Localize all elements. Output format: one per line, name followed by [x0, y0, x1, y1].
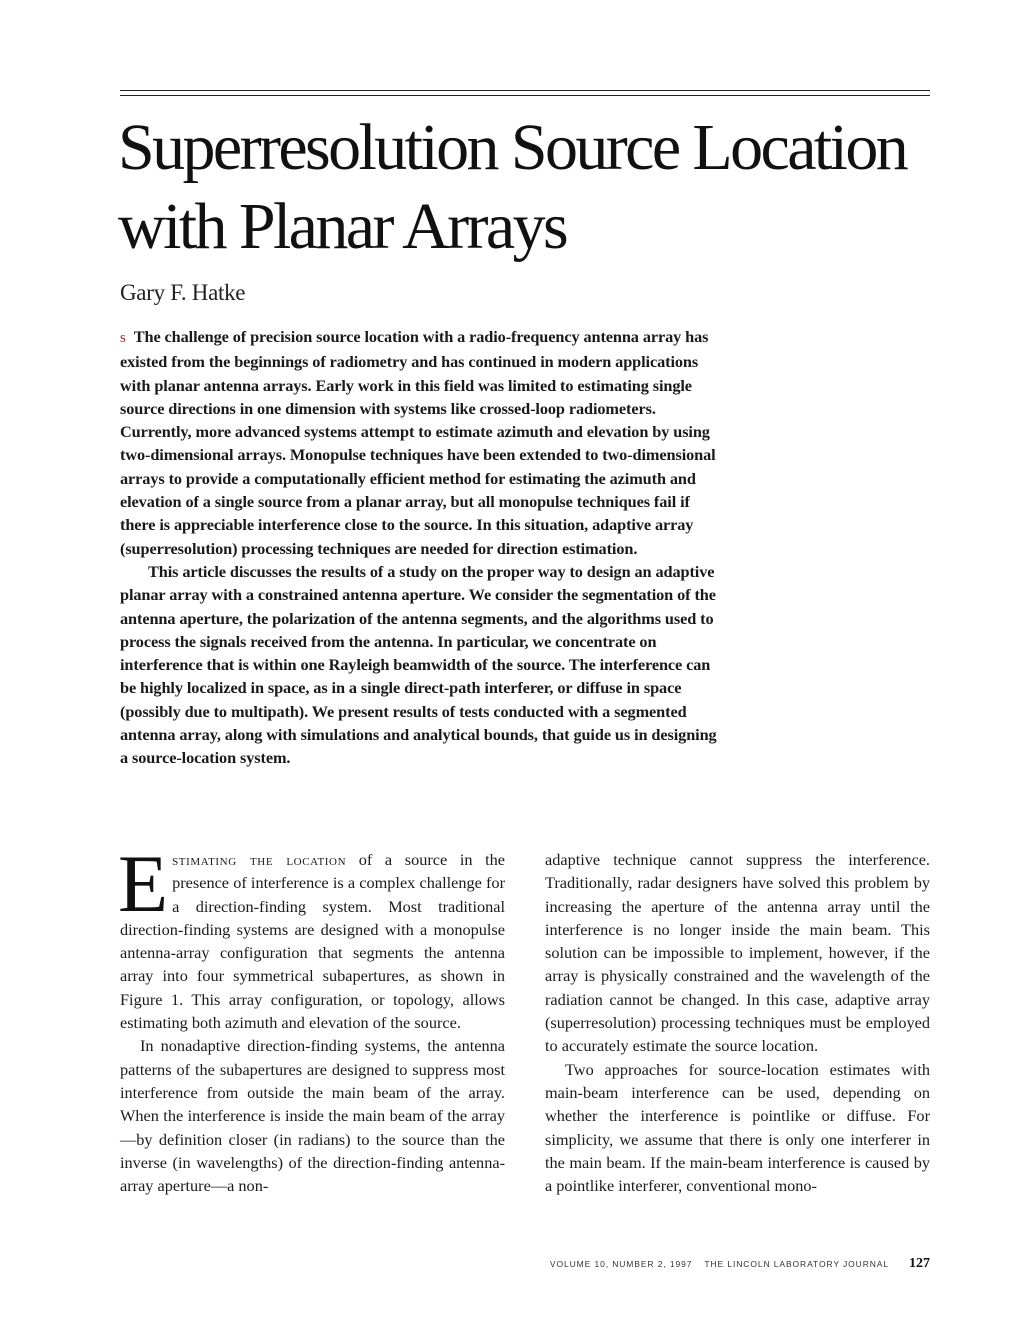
lead-in-smallcaps: stimating the location	[172, 850, 347, 869]
body-column-left	[118, 838, 505, 1197]
drop-cap: E	[118, 838, 169, 929]
abstract-paragraph-2: This article discusses the results of a study on the proper way to design an adaptive planar array with a constrained antenna aperture. We consider the segmentation of the antenna aperture, the polarization of the antenna segments, and the algorithms used to process the signals received from the antenna. In particular, we concentrate on interference that is within one Rayleigh beamwidth of the source. The interference can be highly localized in space, as in a single direct-path interferer, or diffuse in space (possibly due to multipath). We present results of tests conducted with a segmented antenna array, along with simulations and analytical bounds, that guide us in designing a source-location system.	[120, 561, 717, 768]
footer-volume: VOLUME 10, NUMBER 2, 1997	[549, 1259, 693, 1269]
body-paragraph-1-text: of a source in the presence of interference is a complex challenge for a direction-finding system. Most traditional direction-finding systems are designed with a monopulse antenna-array configuration that segments the antenna array into four symmetrical subapertures, as shown in Figure 1. This array configuration, or topology, allows estimating both azimuth and elevation of the source.	[120, 850, 505, 1033]
body-paragraph-3: adaptive technique cannot suppress the interference. Traditionally, radar designers have solved this problem by increasing the aperture of the antenna array until the interference is no longer inside the main beam. This solution can be impossible to implement, however, if the array is physically constrained and the wavelength of the radiation cannot be changed. In this case, adaptive array (superresolution) processing techniques must be employed to accurately estimate the source location.	[545, 850, 930, 1056]
title-line-2: with Planar Arrays	[118, 190, 567, 263]
abstract-paragraph-1	[120, 325, 720, 560]
top-rule	[120, 90, 930, 91]
article-title	[118, 108, 938, 266]
body-paragraph-1	[118, 838, 505, 1034]
abstract-marker: s	[120, 330, 126, 346]
abstract-text-1: The challenge of precision source location with a radio-frequency antenna array has existed from the beginnings of radiometry and has continued in modern applications with planar antenna arrays. Early work in this field was limited to estimating single source directions in one dimension with systems like crossed-loop radiometers. Currently, more advanced systems attempt to estimate azimuth and elevation by using two-dimensional arrays. Monopulse techniques have been extended to two-dimensional arrays to provide a computationally efficient method for estimating the azimuth and elevation of a single source from a planar array, but all monopulse techniques fail if there is appreciable interference close to the source. In this situation, adaptive array (superresolution) processing techniques are needed for direction estimation.	[120, 327, 716, 558]
page-footer	[550, 1256, 930, 1272]
body-paragraph-4: Two approaches for source-location estimates with main-beam interference can be used, depending on whether the interference is pointlike or diffuse. For simplicity, we assume that there is only one interferer in the main beam. If the main-beam interference is caused by a pointlike interferer, conventional mono-	[545, 1059, 930, 1196]
page-number: 127	[909, 1256, 930, 1271]
body-paragraph-2: In nonadaptive direction-finding systems, the antenna patterns of the subapertures are designed to suppress most interference from outside the main beam of the array. When the interference is inside the main beam of the array—by definition closer (in radians) to the source than the inverse (in wavelengths) of the direction-finding antenna-array aperture—a non-	[120, 1036, 505, 1196]
title-line-1: Superresolution Source Location	[118, 111, 907, 184]
top-rule-second	[120, 95, 930, 96]
abstract	[120, 325, 720, 770]
footer-journal: THE LINCOLN LABORATORY JOURNAL	[704, 1259, 889, 1269]
body-column-right	[545, 848, 930, 1197]
author-name: Gary F. Hatke	[120, 280, 246, 305]
